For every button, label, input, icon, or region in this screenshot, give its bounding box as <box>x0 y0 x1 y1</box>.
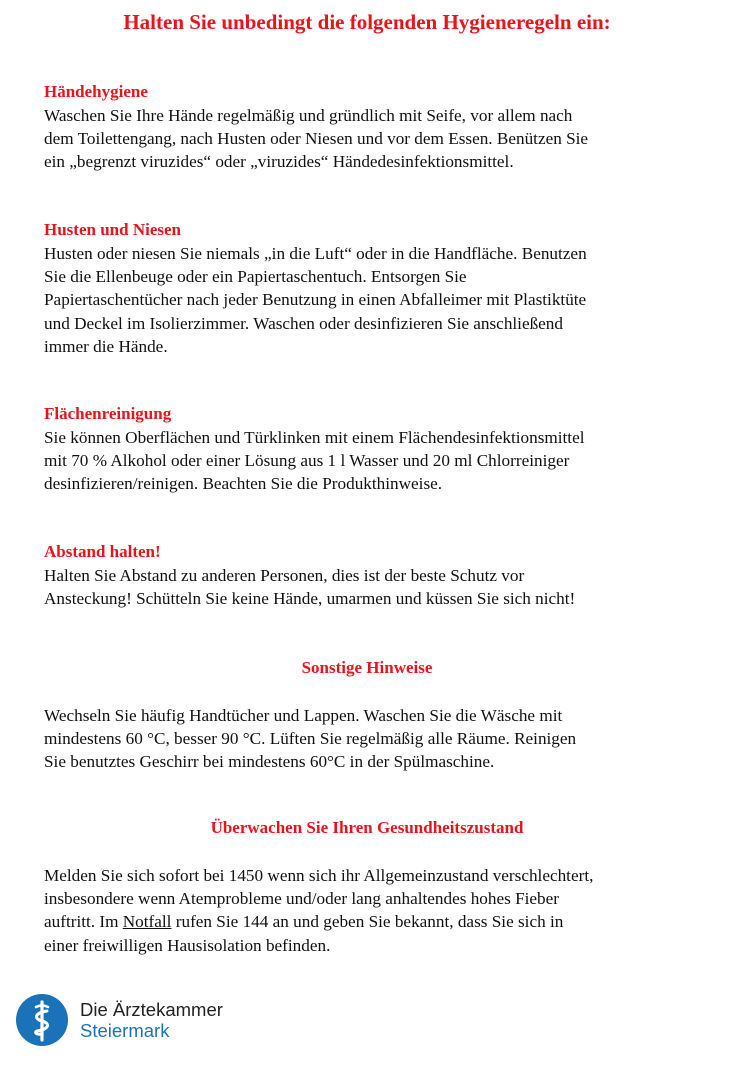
text-line: Waschen Sie Ihre Hände regelmäßig und gründlich mit Seife, vor allem nach <box>44 106 573 125</box>
text-line: mit 70 % Alkohol oder einer Lösung aus 1 l Wasser und 20 ml Chlorreiniger <box>44 451 570 471</box>
heading-sonstige-hinweise: Sonstige Hinweise <box>301 658 433 677</box>
paragraph-sonstige-hinweise <box>44 704 714 774</box>
text-line: Papiertaschentücher nach jeder Benutzung in einen Abfalleimer mit Plastiktüte <box>44 290 587 310</box>
text-line: Sie benutztes Geschirr bei mindestens 60°C in der Spülmaschine. <box>44 752 495 772</box>
logo-line-1: Die Ärztekammer <box>80 999 223 1020</box>
heading-husten-niesen: Husten und Niesen <box>44 220 181 239</box>
text-line: Halten Sie Abstand zu anderen Personen, dies ist der beste Schutz vor <box>44 566 525 585</box>
paragraph-gesundheitszustand <box>44 864 714 957</box>
paragraph-flaechenreinigung <box>44 426 714 496</box>
logo-text <box>80 999 223 1041</box>
notfall-underlined: Notfall <box>122 912 172 932</box>
paragraph-husten-niesen <box>44 242 714 358</box>
text-line: Sie können Oberflächen und Türklinken mit einem Flächendesinfektionsmittel <box>44 428 585 447</box>
page-title: Halten Sie unbedingt die folgenden Hygieneregeln ein: <box>123 10 611 34</box>
text-line: Melden Sie sich sofort bei 1450 wenn sich ihr Allgemeinzustand verschlechtert, <box>44 866 594 885</box>
text-line: einer freiwilligen Hausisolation befinden. <box>44 935 331 955</box>
heading-gesundheitszustand: Überwachen Sie Ihren Gesundheitszustand <box>210 818 524 837</box>
text-line: Ansteckung! Schütteln Sie keine Hände, umarmen und küssen Sie sich nicht! <box>44 589 576 609</box>
text-segment: rufen Sie 144 an und geben Sie bekannt, dass Sie sich in <box>171 912 564 932</box>
text-line: Sie die Ellenbeuge oder ein Papiertaschentuch. Entsorgen Sie <box>44 267 467 287</box>
text-line: ein „begrenzt viruzides“ oder „viruzides“ Händedesinfektionsmittel. <box>44 152 514 172</box>
text-line: desinfizieren/reinigen. Beachten Sie die Produkthinweise. <box>44 474 443 494</box>
heading-abstand-halten: Abstand halten! <box>44 542 161 561</box>
text-line <box>44 910 714 933</box>
aesculapius-staff-icon <box>16 994 68 1046</box>
paragraph-abstand-halten <box>44 564 714 610</box>
aerztekammer-logo <box>16 994 256 1048</box>
text-line: Husten oder niesen Sie niemals „in die Luft“ oder in die Handfläche. Benutzen <box>44 244 587 263</box>
text-line: Wechseln Sie häufig Handtücher und Lappen. Waschen Sie die Wäsche mit <box>44 706 563 725</box>
text-line: insbesondere wenn Atemprobleme und/oder lang anhaltendes hohes Fieber <box>44 889 560 909</box>
heading-flaechenreinigung: Flächenreinigung <box>44 404 172 423</box>
text-line: dem Toilettengang, nach Husten oder Niesen und vor dem Essen. Benützen Sie <box>44 129 589 149</box>
text-line: und Deckel im Isolierzimmer. Waschen oder desinfizieren Sie anschließend <box>44 313 563 333</box>
text-segment: auftritt. Im <box>44 912 123 932</box>
text-line: immer die Hände. <box>44 336 168 356</box>
text-line: mindestens 60 °C, besser 90 °C. Lüften Sie regelmäßig alle Räume. Reinigen <box>44 729 577 749</box>
paragraph-haendehygiene <box>44 104 714 174</box>
logo-line-2: Steiermark <box>80 1020 170 1041</box>
heading-haendehygiene: Händehygiene <box>44 82 148 101</box>
